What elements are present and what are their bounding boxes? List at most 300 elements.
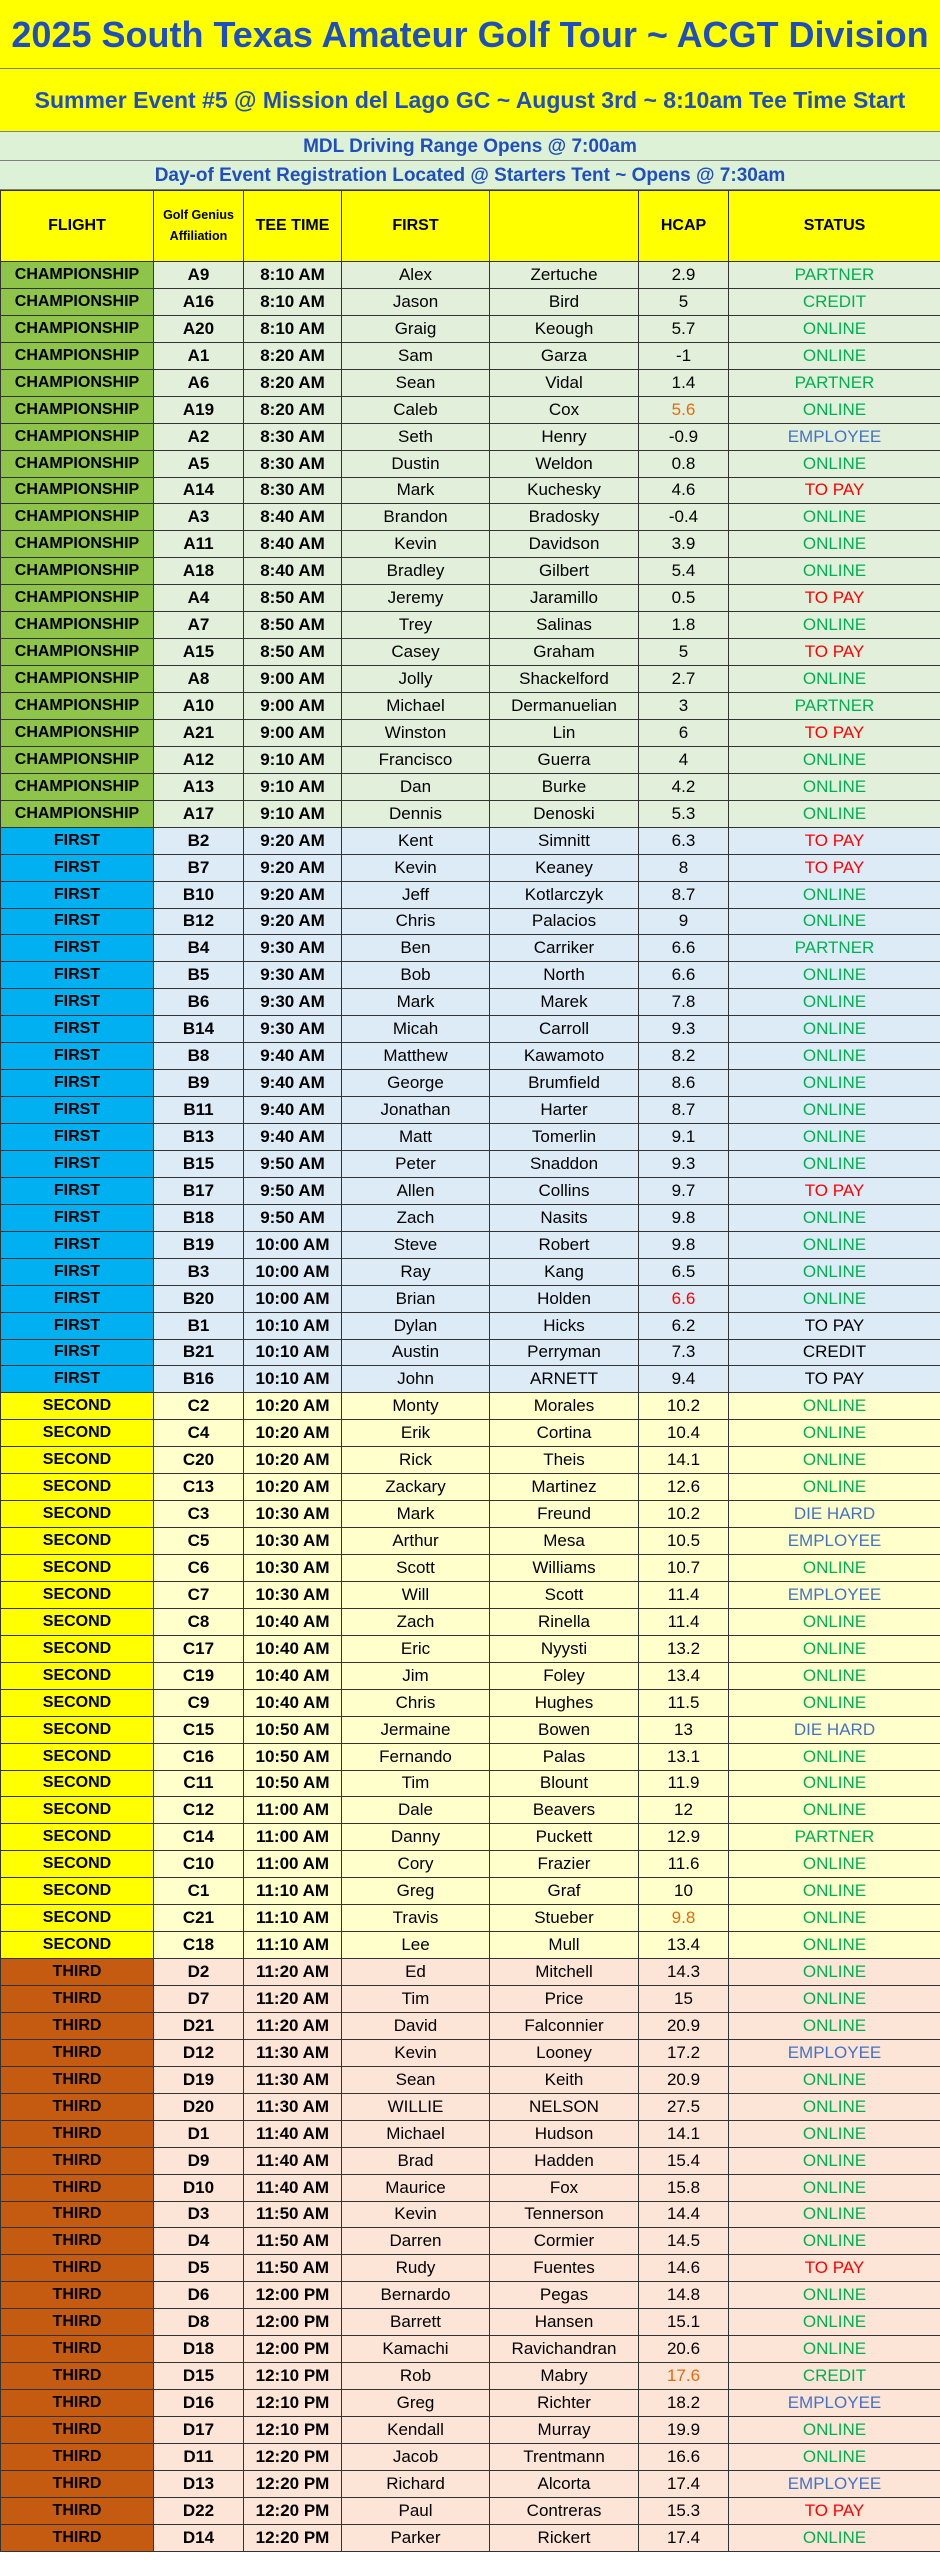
table-row xyxy=(1,1339,940,1366)
table-row xyxy=(1,2066,940,2093)
last-name-cell: Keaney xyxy=(490,854,639,881)
tee-time-cell: 10:20 AM xyxy=(244,1393,342,1420)
tee-time-cell: 12:20 PM xyxy=(244,2470,342,2497)
affiliation-cell: A6 xyxy=(154,369,244,396)
col-header-tee-time: TEE TIME xyxy=(244,191,342,262)
flight-cell: CHAMPIONSHIP xyxy=(1,773,154,800)
status-cell: ONLINE xyxy=(729,1097,940,1124)
tee-time-cell: 10:40 AM xyxy=(244,1689,342,1716)
table-row xyxy=(1,1959,940,1986)
first-name-cell: Michael xyxy=(342,2120,490,2147)
affiliation-cell: A17 xyxy=(154,800,244,827)
hcap-cell: -0.4 xyxy=(639,504,729,531)
status-cell: ONLINE xyxy=(729,2336,940,2363)
table-row xyxy=(1,2470,940,2497)
hcap-cell: 9.8 xyxy=(639,1231,729,1258)
hcap-cell: 20.6 xyxy=(639,2336,729,2363)
affiliation-cell: D1 xyxy=(154,2120,244,2147)
tee-time-cell: 8:40 AM xyxy=(244,558,342,585)
hcap-cell: 13.4 xyxy=(639,1662,729,1689)
flight-cell: THIRD xyxy=(1,2497,154,2524)
last-name-cell: Henry xyxy=(490,423,639,450)
hcap-cell: 9.3 xyxy=(639,1150,729,1177)
table-row xyxy=(1,1150,940,1177)
tee-time-cell: 12:10 PM xyxy=(244,2363,342,2390)
affiliation-cell: A4 xyxy=(154,585,244,612)
first-name-cell: WILLIE xyxy=(342,2093,490,2120)
status-cell: ONLINE xyxy=(729,666,940,693)
table-row xyxy=(1,1932,940,1959)
status-cell: ONLINE xyxy=(729,2174,940,2201)
tee-time-cell: 8:40 AM xyxy=(244,504,342,531)
hcap-cell: 14.8 xyxy=(639,2282,729,2309)
affiliation-cell: D20 xyxy=(154,2093,244,2120)
status-cell: ONLINE xyxy=(729,1608,940,1635)
status-cell: EMPLOYEE xyxy=(729,2039,940,2066)
flight-cell: SECOND xyxy=(1,1528,154,1555)
hcap-cell: 7.3 xyxy=(639,1339,729,1366)
first-name-cell: Jacob xyxy=(342,2443,490,2470)
affiliation-cell: C7 xyxy=(154,1581,244,1608)
hcap-cell: 9.4 xyxy=(639,1366,729,1393)
last-name-cell: Harter xyxy=(490,1097,639,1124)
table-row xyxy=(1,2093,940,2120)
table-row xyxy=(1,288,940,315)
first-name-cell: Brian xyxy=(342,1285,490,1312)
affiliation-cell: C18 xyxy=(154,1932,244,1959)
table-row xyxy=(1,1662,940,1689)
hcap-cell: 11.4 xyxy=(639,1608,729,1635)
table-row xyxy=(1,1447,940,1474)
flight-cell: THIRD xyxy=(1,2147,154,2174)
affiliation-cell: D21 xyxy=(154,2012,244,2039)
first-name-cell: Jeremy xyxy=(342,585,490,612)
affiliation-cell: B17 xyxy=(154,1177,244,1204)
hcap-cell: 10.7 xyxy=(639,1555,729,1582)
first-name-cell: Jason xyxy=(342,288,490,315)
affiliation-cell: C15 xyxy=(154,1716,244,1743)
affiliation-cell: B20 xyxy=(154,1285,244,1312)
flight-cell: CHAMPIONSHIP xyxy=(1,558,154,585)
tee-time-cell: 9:00 AM xyxy=(244,693,342,720)
hcap-cell: 8.6 xyxy=(639,1070,729,1097)
affiliation-cell: C21 xyxy=(154,1905,244,1932)
first-name-cell: Danny xyxy=(342,1824,490,1851)
tee-time-cell: 9:50 AM xyxy=(244,1177,342,1204)
first-name-cell: Barrett xyxy=(342,2309,490,2336)
affiliation-cell: D5 xyxy=(154,2255,244,2282)
last-name-cell: Tennerson xyxy=(490,2201,639,2228)
flight-cell: SECOND xyxy=(1,1474,154,1501)
status-cell: ONLINE xyxy=(729,531,940,558)
tee-time-cell: 10:30 AM xyxy=(244,1501,342,1528)
first-name-cell: Monty xyxy=(342,1393,490,1420)
flight-cell: FIRST xyxy=(1,1231,154,1258)
first-name-cell: Steve xyxy=(342,1231,490,1258)
tee-time-cell: 11:10 AM xyxy=(244,1932,342,1959)
table-row xyxy=(1,369,940,396)
col-header-hcap: HCAP xyxy=(639,191,729,262)
affiliation-cell: C19 xyxy=(154,1662,244,1689)
affiliation-cell: B1 xyxy=(154,1312,244,1339)
affiliation-cell: C6 xyxy=(154,1555,244,1582)
hcap-cell: 4 xyxy=(639,746,729,773)
info-registration: Day-of Event Registration Located @ Starters Tent ~ Opens @ 7:30am xyxy=(0,161,940,190)
tee-time-cell: 11:00 AM xyxy=(244,1824,342,1851)
first-name-cell: Seth xyxy=(342,423,490,450)
flight-cell: SECOND xyxy=(1,1662,154,1689)
tee-time-cell: 9:00 AM xyxy=(244,719,342,746)
tee-time-cell: 10:20 AM xyxy=(244,1447,342,1474)
first-name-cell: Rudy xyxy=(342,2255,490,2282)
table-row xyxy=(1,773,940,800)
last-name-cell: Trentmann xyxy=(490,2443,639,2470)
table-row xyxy=(1,1285,940,1312)
affiliation-cell: B7 xyxy=(154,854,244,881)
status-cell: ONLINE xyxy=(729,1662,940,1689)
table-row xyxy=(1,2012,940,2039)
first-name-cell: Ben xyxy=(342,935,490,962)
last-name-cell: Cormier xyxy=(490,2228,639,2255)
affiliation-cell: C11 xyxy=(154,1770,244,1797)
hcap-cell: 14.3 xyxy=(639,1959,729,1986)
last-name-cell: Ravichandran xyxy=(490,2336,639,2363)
table-row xyxy=(1,1124,940,1151)
flight-cell: SECOND xyxy=(1,1851,154,1878)
hcap-cell: 10.2 xyxy=(639,1393,729,1420)
tee-time-cell: 8:20 AM xyxy=(244,342,342,369)
table-row xyxy=(1,2282,940,2309)
hcap-cell: 5.6 xyxy=(639,396,729,423)
tee-time-cell: 10:30 AM xyxy=(244,1555,342,1582)
tee-time-cell: 8:10 AM xyxy=(244,288,342,315)
affiliation-cell: A3 xyxy=(154,504,244,531)
table-row xyxy=(1,1555,940,1582)
status-cell: ONLINE xyxy=(729,1797,940,1824)
last-name-cell: Theis xyxy=(490,1447,639,1474)
last-name-cell: Puckett xyxy=(490,1824,639,1851)
affiliation-cell: B3 xyxy=(154,1258,244,1285)
first-name-cell: Brad xyxy=(342,2147,490,2174)
status-cell: TO PAY xyxy=(729,2255,940,2282)
first-name-cell: Peter xyxy=(342,1150,490,1177)
last-name-cell: Murray xyxy=(490,2417,639,2444)
flight-cell: FIRST xyxy=(1,1124,154,1151)
affiliation-cell: D4 xyxy=(154,2228,244,2255)
affiliation-cell: D6 xyxy=(154,2282,244,2309)
table-row xyxy=(1,396,940,423)
first-name-cell: George xyxy=(342,1070,490,1097)
last-name-cell: Contreras xyxy=(490,2497,639,2524)
hcap-cell: 6 xyxy=(639,719,729,746)
last-name-cell: North xyxy=(490,962,639,989)
flight-cell: FIRST xyxy=(1,935,154,962)
affiliation-cell: C12 xyxy=(154,1797,244,1824)
hcap-cell: 12.9 xyxy=(639,1824,729,1851)
affiliation-cell: A19 xyxy=(154,396,244,423)
affiliation-cell: B13 xyxy=(154,1124,244,1151)
tee-time-cell: 9:20 AM xyxy=(244,881,342,908)
affiliation-cell: C13 xyxy=(154,1474,244,1501)
tee-time-cell: 10:00 AM xyxy=(244,1285,342,1312)
last-name-cell: Mitchell xyxy=(490,1959,639,1986)
tee-time-cell: 9:20 AM xyxy=(244,854,342,881)
flight-cell: FIRST xyxy=(1,881,154,908)
hcap-cell: 1.4 xyxy=(639,369,729,396)
first-name-cell: Dylan xyxy=(342,1312,490,1339)
last-name-cell: Bird xyxy=(490,288,639,315)
status-cell: ONLINE xyxy=(729,612,940,639)
tee-time-cell: 10:50 AM xyxy=(244,1770,342,1797)
flight-cell: THIRD xyxy=(1,2282,154,2309)
last-name-cell: Carriker xyxy=(490,935,639,962)
flight-cell: CHAMPIONSHIP xyxy=(1,639,154,666)
table-row xyxy=(1,2336,940,2363)
affiliation-cell: C2 xyxy=(154,1393,244,1420)
flight-cell: THIRD xyxy=(1,2255,154,2282)
tee-time-cell: 10:40 AM xyxy=(244,1635,342,1662)
flight-cell: THIRD xyxy=(1,2443,154,2470)
tee-time-cell: 9:40 AM xyxy=(244,1070,342,1097)
first-name-cell: Winston xyxy=(342,719,490,746)
last-name-cell: Cortina xyxy=(490,1420,639,1447)
tee-time-cell: 10:00 AM xyxy=(244,1231,342,1258)
affiliation-cell: D17 xyxy=(154,2417,244,2444)
first-name-cell: David xyxy=(342,2012,490,2039)
status-cell: ONLINE xyxy=(729,800,940,827)
status-cell: TO PAY xyxy=(729,827,940,854)
hcap-cell: 17.4 xyxy=(639,2524,729,2551)
flight-cell: FIRST xyxy=(1,1043,154,1070)
flight-cell: CHAMPIONSHIP xyxy=(1,262,154,289)
first-name-cell: John xyxy=(342,1366,490,1393)
first-name-cell: Matthew xyxy=(342,1043,490,1070)
affiliation-cell: B8 xyxy=(154,1043,244,1070)
status-cell: ONLINE xyxy=(729,773,940,800)
last-name-cell: NELSON xyxy=(490,2093,639,2120)
tee-time-cell: 9:00 AM xyxy=(244,666,342,693)
flight-cell: THIRD xyxy=(1,2309,154,2336)
first-name-cell: Chris xyxy=(342,908,490,935)
event-subtitle: Summer Event #5 @ Mission del Lago GC ~ August 3rd ~ 8:10am Tee Time Start xyxy=(0,69,940,132)
hcap-cell: 10.2 xyxy=(639,1501,729,1528)
flight-cell: THIRD xyxy=(1,2120,154,2147)
first-name-cell: Graig xyxy=(342,315,490,342)
tee-time-cell: 10:00 AM xyxy=(244,1258,342,1285)
first-name-cell: Mark xyxy=(342,989,490,1016)
table-row xyxy=(1,2443,940,2470)
last-name-cell: Carroll xyxy=(490,1016,639,1043)
table-row xyxy=(1,1824,940,1851)
tee-time-cell: 11:40 AM xyxy=(244,2174,342,2201)
status-cell: ONLINE xyxy=(729,1635,940,1662)
first-name-cell: Kendall xyxy=(342,2417,490,2444)
first-name-cell: Kamachi xyxy=(342,2336,490,2363)
status-cell: ONLINE xyxy=(729,746,940,773)
hcap-cell: 27.5 xyxy=(639,2093,729,2120)
first-name-cell: Jermaine xyxy=(342,1716,490,1743)
last-name-cell: Keith xyxy=(490,2066,639,2093)
tee-time-cell: 8:20 AM xyxy=(244,369,342,396)
status-cell: DIE HARD xyxy=(729,1716,940,1743)
status-cell: TO PAY xyxy=(729,639,940,666)
hcap-cell: -0.9 xyxy=(639,423,729,450)
hcap-cell: 1.8 xyxy=(639,612,729,639)
first-name-cell: Alex xyxy=(342,262,490,289)
status-cell: PARTNER xyxy=(729,262,940,289)
tee-time-cell: 9:30 AM xyxy=(244,1016,342,1043)
last-name-cell: Rickert xyxy=(490,2524,639,2551)
table-row xyxy=(1,531,940,558)
affiliation-cell: A18 xyxy=(154,558,244,585)
status-cell: ONLINE xyxy=(729,2282,940,2309)
table-row xyxy=(1,2363,940,2390)
tee-time-cell: 11:50 AM xyxy=(244,2201,342,2228)
flight-cell: THIRD xyxy=(1,2174,154,2201)
first-name-cell: Jim xyxy=(342,1662,490,1689)
hcap-cell: 2.7 xyxy=(639,666,729,693)
table-row xyxy=(1,504,940,531)
affiliation-cell: A16 xyxy=(154,288,244,315)
last-name-cell: Alcorta xyxy=(490,2470,639,2497)
tee-time-cell: 11:10 AM xyxy=(244,1905,342,1932)
table-row xyxy=(1,2497,940,2524)
first-name-cell: Arthur xyxy=(342,1528,490,1555)
tee-time-cell: 12:20 PM xyxy=(244,2443,342,2470)
status-cell: ONLINE xyxy=(729,989,940,1016)
last-name-cell: Kang xyxy=(490,1258,639,1285)
table-row xyxy=(1,1366,940,1393)
status-cell: ONLINE xyxy=(729,2443,940,2470)
tee-time-cell: 8:50 AM xyxy=(244,639,342,666)
first-name-cell: Allen xyxy=(342,1177,490,1204)
flight-cell: THIRD xyxy=(1,2012,154,2039)
first-name-cell: Bob xyxy=(342,962,490,989)
last-name-cell: Zertuche xyxy=(490,262,639,289)
first-name-cell: Micah xyxy=(342,1016,490,1043)
hcap-cell: 12 xyxy=(639,1797,729,1824)
affiliation-cell: D12 xyxy=(154,2039,244,2066)
hcap-cell: 17.6 xyxy=(639,2363,729,2390)
table-row xyxy=(1,639,940,666)
tee-time-cell: 10:30 AM xyxy=(244,1528,342,1555)
tee-time-cell: 11:20 AM xyxy=(244,2012,342,2039)
hcap-cell: 6.5 xyxy=(639,1258,729,1285)
status-cell: ONLINE xyxy=(729,2147,940,2174)
status-cell: ONLINE xyxy=(729,1393,940,1420)
first-name-cell: Kevin xyxy=(342,2201,490,2228)
last-name-cell: Price xyxy=(490,1986,639,2013)
table-row xyxy=(1,666,940,693)
table-row xyxy=(1,2417,940,2444)
hcap-cell: 16.6 xyxy=(639,2443,729,2470)
table-row xyxy=(1,1177,940,1204)
affiliation-cell: B10 xyxy=(154,881,244,908)
first-name-cell: Kevin xyxy=(342,531,490,558)
affiliation-cell: B15 xyxy=(154,1150,244,1177)
info-range-opens: MDL Driving Range Opens @ 7:00am xyxy=(0,132,940,161)
last-name-cell: Marek xyxy=(490,989,639,1016)
affiliation-cell: A11 xyxy=(154,531,244,558)
affiliation-cell: A2 xyxy=(154,423,244,450)
hcap-cell: 14.4 xyxy=(639,2201,729,2228)
tee-time-cell: 12:00 PM xyxy=(244,2282,342,2309)
flight-cell: SECOND xyxy=(1,1824,154,1851)
table-row xyxy=(1,1204,940,1231)
last-name-cell: Bradosky xyxy=(490,504,639,531)
hcap-cell: 7.8 xyxy=(639,989,729,1016)
status-cell: ONLINE xyxy=(729,1959,940,1986)
flight-cell: CHAMPIONSHIP xyxy=(1,504,154,531)
affiliation-cell: D14 xyxy=(154,2524,244,2551)
first-name-cell: Greg xyxy=(342,2390,490,2417)
hcap-cell: 6.3 xyxy=(639,827,729,854)
status-cell: ONLINE xyxy=(729,1555,940,1582)
hcap-cell: 3.9 xyxy=(639,531,729,558)
affiliation-cell: C16 xyxy=(154,1743,244,1770)
table-row xyxy=(1,962,940,989)
hcap-cell: 5 xyxy=(639,639,729,666)
status-cell: ONLINE xyxy=(729,962,940,989)
tee-time-cell: 10:40 AM xyxy=(244,1662,342,1689)
status-cell: ONLINE xyxy=(729,1986,940,2013)
last-name-cell: Fox xyxy=(490,2174,639,2201)
table-row xyxy=(1,881,940,908)
flight-cell: CHAMPIONSHIP xyxy=(1,423,154,450)
table-row xyxy=(1,1043,940,1070)
affiliation-cell: B14 xyxy=(154,1016,244,1043)
status-cell: ONLINE xyxy=(729,1932,940,1959)
first-name-cell: Tim xyxy=(342,1770,490,1797)
col-header-affiliation: Golf Genius Affiliation xyxy=(154,191,244,262)
hcap-cell: 9.8 xyxy=(639,1204,729,1231)
last-name-cell: Lin xyxy=(490,719,639,746)
affiliation-cell: B19 xyxy=(154,1231,244,1258)
last-name-cell: Foley xyxy=(490,1662,639,1689)
affiliation-cell: A1 xyxy=(154,342,244,369)
table-row xyxy=(1,935,940,962)
tee-time-cell: 10:30 AM xyxy=(244,1581,342,1608)
first-name-cell: Dennis xyxy=(342,800,490,827)
flight-cell: FIRST xyxy=(1,1070,154,1097)
last-name-cell: Denoski xyxy=(490,800,639,827)
affiliation-cell: C14 xyxy=(154,1824,244,1851)
table-row xyxy=(1,908,940,935)
tee-time-cell: 9:20 AM xyxy=(244,827,342,854)
affiliation-cell: D16 xyxy=(154,2390,244,2417)
tee-time-cell: 8:40 AM xyxy=(244,531,342,558)
affiliation-cell: D8 xyxy=(154,2309,244,2336)
table-row xyxy=(1,1743,940,1770)
last-name-cell: Pegas xyxy=(490,2282,639,2309)
table-row xyxy=(1,450,940,477)
hcap-cell: 15 xyxy=(639,1986,729,2013)
tee-time-cell: 11:30 AM xyxy=(244,2039,342,2066)
status-cell: ONLINE xyxy=(729,1043,940,1070)
first-name-cell: Cory xyxy=(342,1851,490,1878)
flight-cell: THIRD xyxy=(1,2039,154,2066)
hcap-cell: 13.4 xyxy=(639,1932,729,1959)
status-cell: ONLINE xyxy=(729,1285,940,1312)
tee-time-cell: 11:30 AM xyxy=(244,2093,342,2120)
last-name-cell: Looney xyxy=(490,2039,639,2066)
table-row xyxy=(1,477,940,504)
first-name-cell: Fernando xyxy=(342,1743,490,1770)
first-name-cell: Travis xyxy=(342,1905,490,1932)
first-name-cell: Erik xyxy=(342,1420,490,1447)
hcap-cell: 14.1 xyxy=(639,2120,729,2147)
last-name-cell: Falconnier xyxy=(490,2012,639,2039)
